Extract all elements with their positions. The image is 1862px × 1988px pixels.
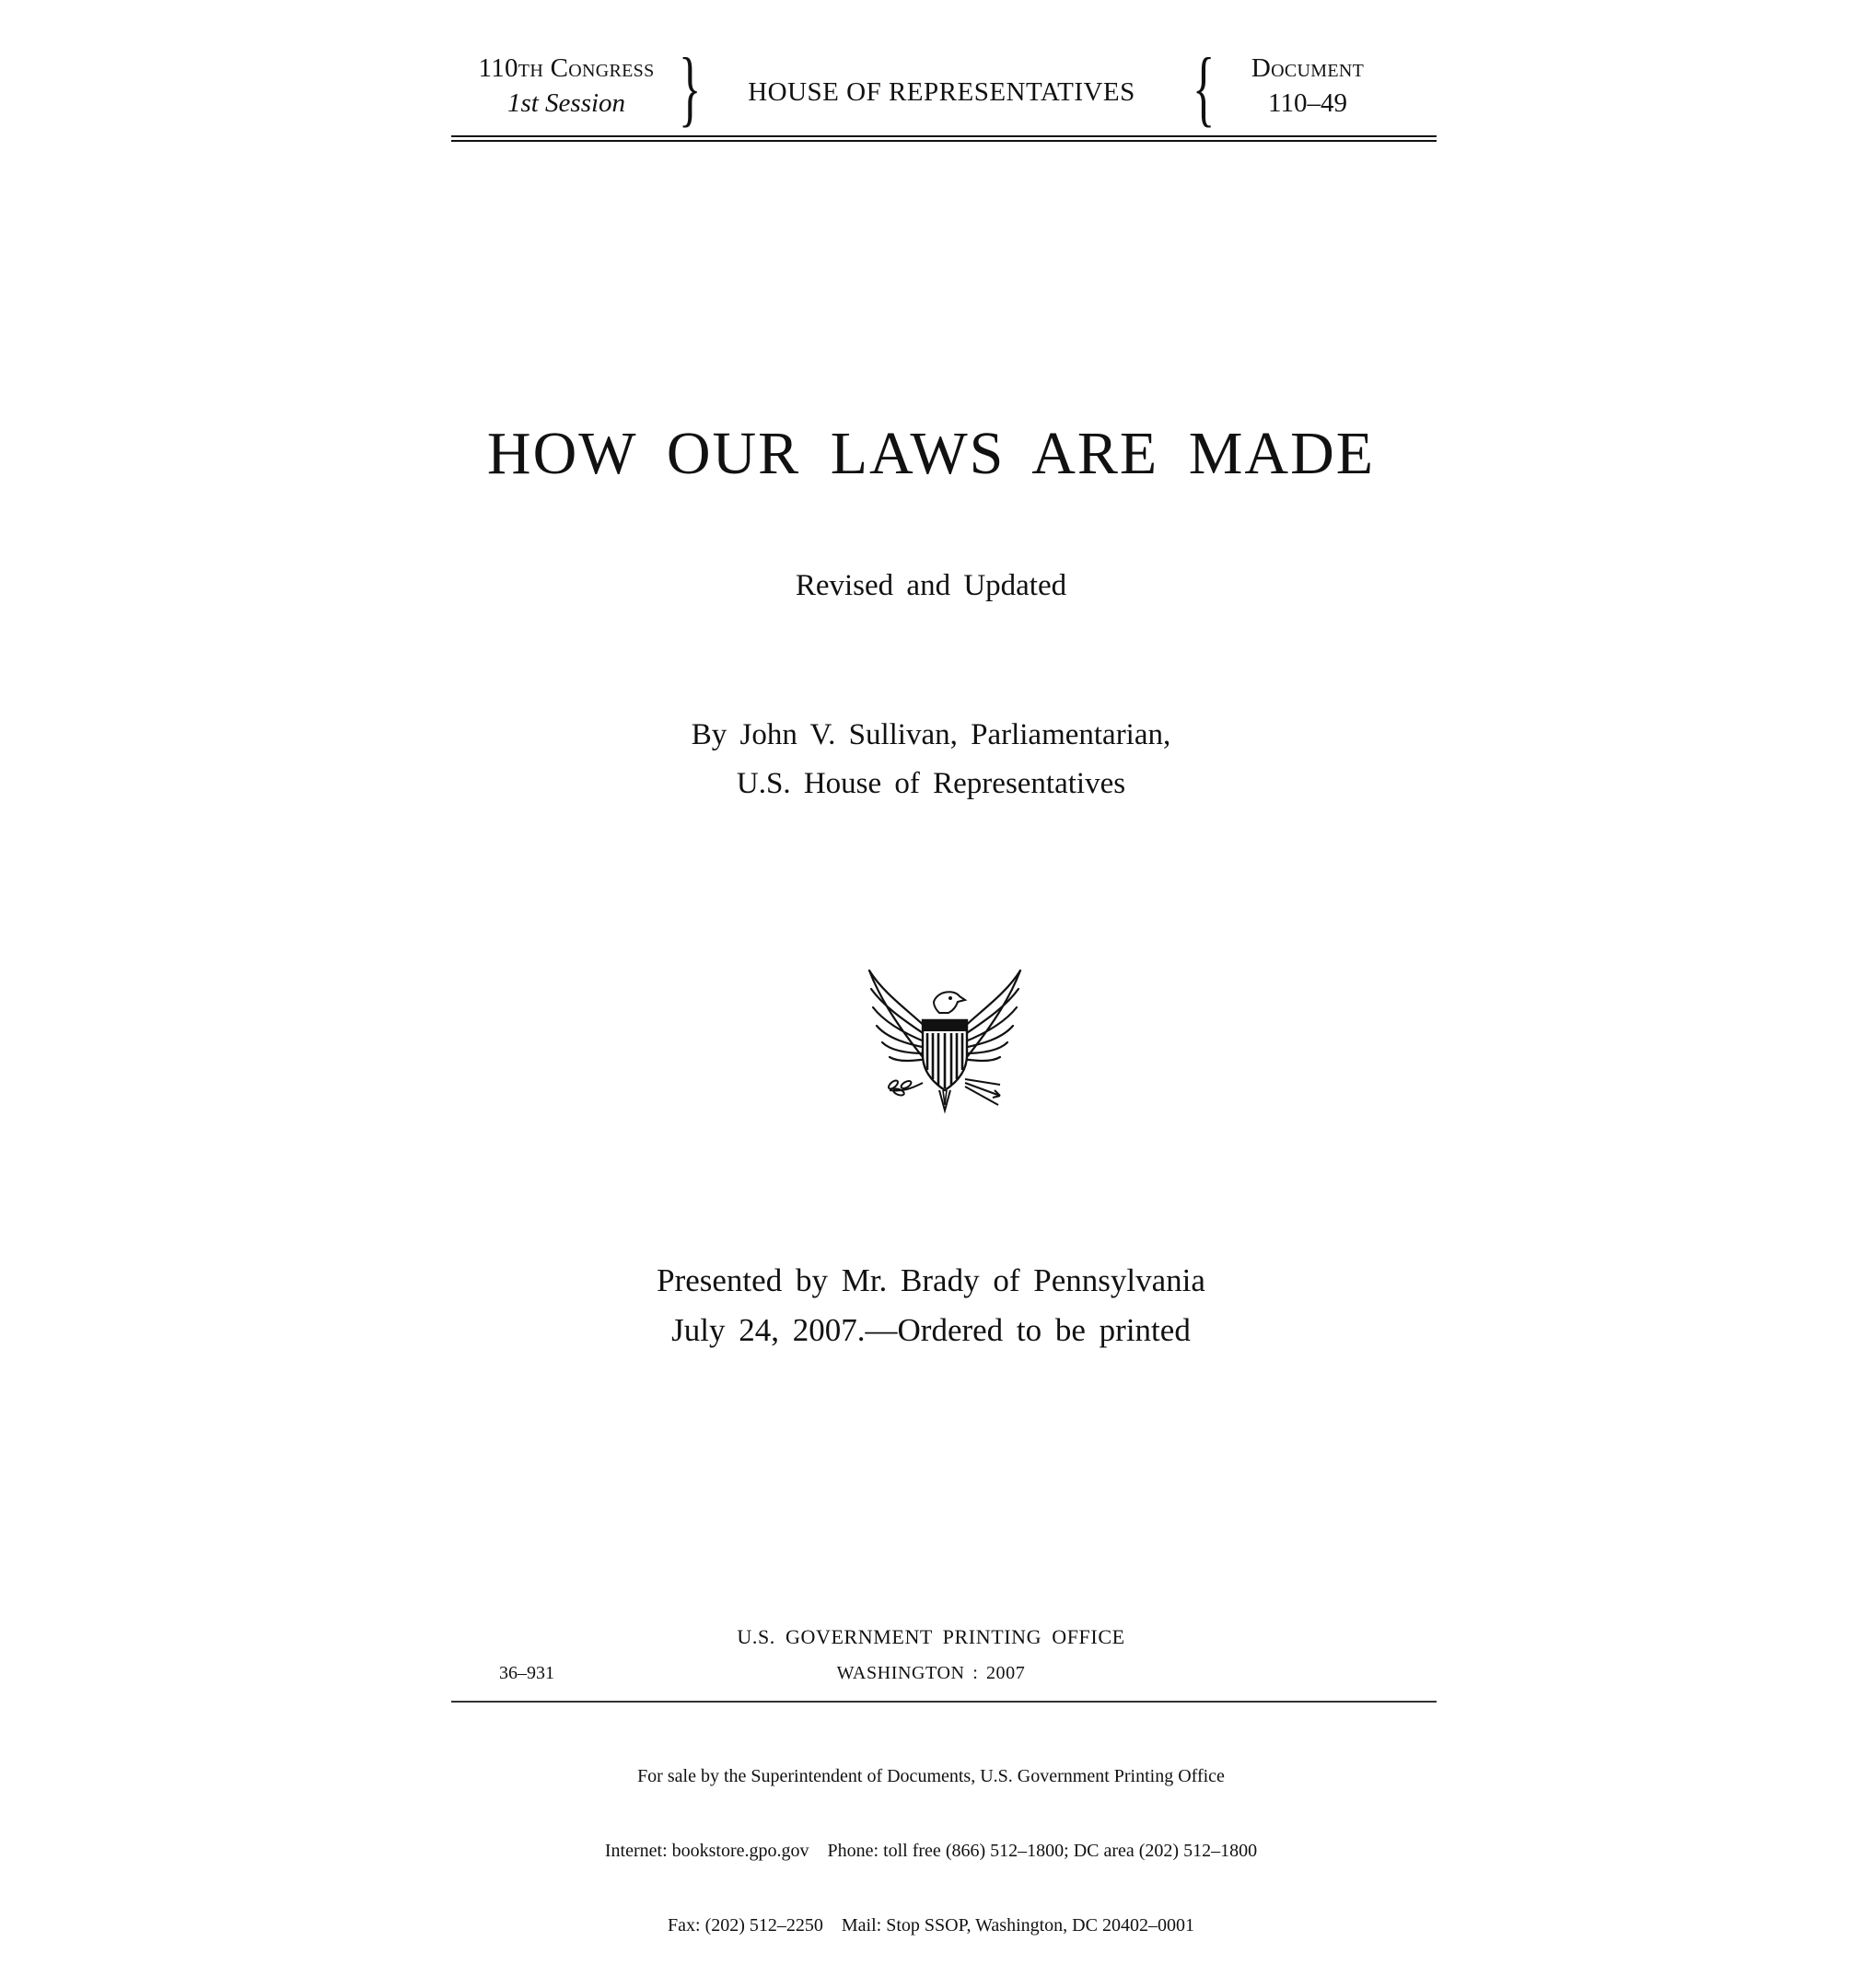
header-double-rule	[451, 135, 1437, 142]
presented-line-2: July 24, 2007.—Ordered to be printed	[671, 1312, 1191, 1348]
document-number-block	[1216, 51, 1400, 121]
chamber-label: HOUSE OF REPRESENTATIVES	[748, 77, 1135, 107]
document-label: Document	[1251, 53, 1365, 83]
city-year: WASHINGTON : 2007	[836, 1663, 1026, 1683]
author-block	[0, 711, 1862, 808]
page-title: HOW OUR LAWS ARE MADE	[486, 420, 1376, 487]
printing-office-label: U.S. GOVERNMENT PRINTING OFFICE	[737, 1625, 1125, 1648]
author-line-2: U.S. House of Representatives	[736, 767, 1126, 800]
right-brace-icon: }	[678, 41, 702, 134]
session-label: 1st Session	[506, 88, 626, 118]
presented-line-1: Presented by Mr. Brady of Pennsylvania	[657, 1262, 1205, 1298]
eagle-seal-icon	[866, 967, 1024, 1114]
congress-label: 110th Congress	[478, 53, 655, 83]
presented-block	[0, 1256, 1862, 1355]
sale-notice-line-2: Internet: bookstore.gpo.gov Phone: toll free (866) 512–1800; DC area (202) 512–1800	[604, 1841, 1258, 1861]
document-number: 110–49	[1268, 88, 1347, 118]
sale-notice	[0, 1715, 1862, 1988]
author-line-1: By John V. Sullivan, Parliamentarian,	[691, 718, 1171, 751]
imprint-rule	[451, 1701, 1437, 1703]
congress-session-block	[451, 51, 681, 121]
left-brace-icon: {	[1192, 41, 1216, 134]
page-subtitle: Revised and Updated	[795, 569, 1067, 602]
sale-notice-line-1: For sale by the Superintendent of Documents, U.S. Government Printing Office	[637, 1766, 1225, 1786]
job-number: 36–931	[499, 1663, 554, 1683]
sale-notice-line-3: Fax: (202) 512–2250 Mail: Stop SSOP, Washington, DC 20402–0001	[668, 1915, 1194, 1936]
